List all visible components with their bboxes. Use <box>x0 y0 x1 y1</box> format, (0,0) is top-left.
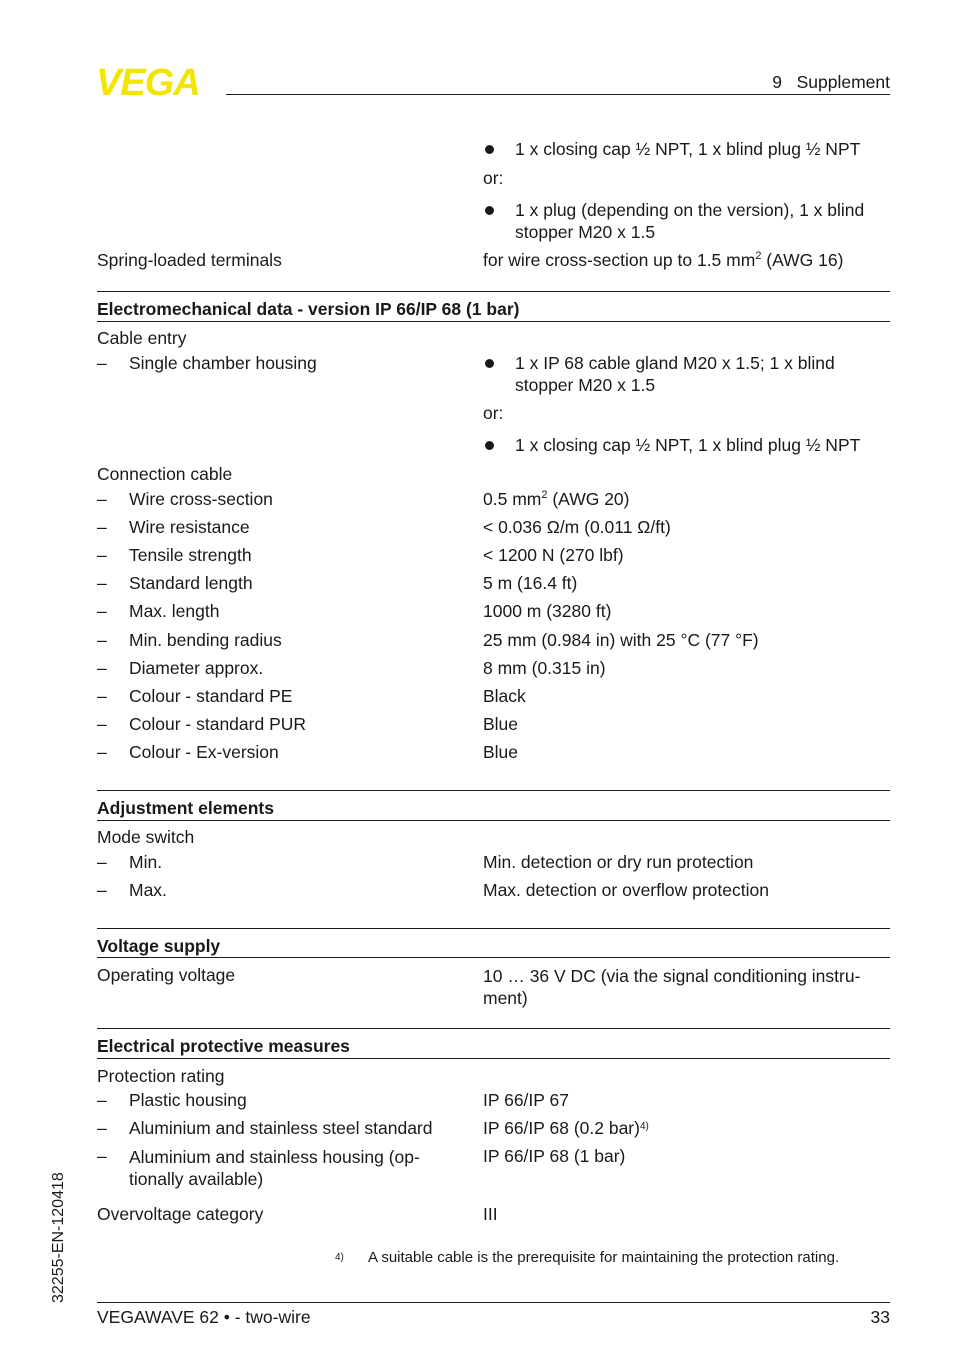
spec-row-value: < 1200 N (270 lbf) <box>483 545 624 565</box>
cable-entry-label: Cable entry <box>97 328 187 348</box>
spec-row-label: Standard length <box>129 573 253 593</box>
logo-text: VEGA <box>96 64 200 98</box>
dash: – <box>97 1090 107 1110</box>
bullet-dot <box>485 359 494 368</box>
spec-row-label: Colour - standard PE <box>129 686 293 706</box>
section-rule-bottom <box>97 820 890 821</box>
section-rule-top <box>97 291 890 292</box>
spec-row-value: 25 mm (0.984 in) with 25 °C (77 °F) <box>483 630 759 650</box>
spec-row-label: Colour - standard PUR <box>129 714 307 734</box>
section-rule-bottom <box>97 957 890 958</box>
single-chamber-label: Single chamber housing <box>129 353 317 373</box>
section-rule-bottom <box>97 321 890 322</box>
alu-standard-label: Aluminium and stainless steel standard <box>129 1118 433 1138</box>
electromech-bullet-1: 1 x IP 68 cable gland M20 x 1.5; 1 x blind stopper M20 x 1.5 <box>515 353 835 395</box>
operating-voltage-value: 10 … 36 V DC (via the signal conditioning instru-ment) <box>483 966 861 1008</box>
section-rule-top <box>97 790 890 791</box>
cable-entry-bullet-2: 1 x plug (depending on the version), 1 x blind stopper M20 x 1.5 <box>515 200 865 242</box>
spec-row-value: 5 m (16.4 ft) <box>483 573 578 593</box>
bullet-dot <box>485 145 494 154</box>
spec-row-label: Wire resistance <box>129 517 250 537</box>
bullet-dot <box>485 206 494 215</box>
alu-optional-value: IP 66/IP 68 (1 bar) <box>483 1146 626 1166</box>
cable-entry-bullet-1: 1 x closing cap ½ NPT, 1 x blind plug ½ NPT <box>515 139 861 159</box>
page-number: 33 <box>870 1307 890 1327</box>
footer-product: VEGAWAVE 62 • - two-wire <box>97 1307 311 1327</box>
footnote-mark: 4) <box>335 1252 344 1263</box>
dash: – <box>97 601 107 621</box>
header-rule <box>226 94 890 95</box>
wire-cs-label: Wire cross-section <box>129 489 273 509</box>
or-text: or: <box>483 168 504 188</box>
dash: – <box>97 573 107 593</box>
dash: – <box>97 852 107 872</box>
spec-row-label: Min. bending radius <box>129 630 282 650</box>
dash: – <box>97 742 107 762</box>
overvoltage-value: III <box>483 1204 498 1224</box>
or-text: or: <box>483 403 504 423</box>
document-code: 32255-EN-120418 <box>50 1172 67 1303</box>
spec-row-value: < 0.036 Ω/m (0.011 Ω/ft) <box>483 517 671 537</box>
adjustment-title: Adjustment elements <box>97 798 274 818</box>
section-rule-top <box>97 1028 890 1029</box>
terminals-value: for wire cross-section up to 1.5 $mm^2$ (AWG 16) <box>483 250 844 270</box>
protective-title: Electrical protective measures <box>97 1036 350 1056</box>
spec-row-value: Blue <box>483 714 519 734</box>
dash: – <box>97 714 107 734</box>
section-rule-bottom <box>97 1058 890 1059</box>
spec-row-value: Black <box>483 686 526 706</box>
wire-cs-value: 0.5 $mm^2$ (AWG 20) <box>483 489 630 509</box>
max-label: Max. <box>129 880 167 900</box>
electromech-bullet-2: 1 x closing cap ½ NPT, 1 x blind plug ½ NPT <box>515 435 861 455</box>
footnote-text: A suitable cable is the prerequisite for maintaining the protection rating. <box>368 1249 840 1266</box>
alu-optional-label: Aluminium and stainless housing (op-tionally available) <box>129 1147 420 1189</box>
min-label: Min. <box>129 852 163 872</box>
mode-switch-label: Mode switch <box>97 827 195 847</box>
footnote-ref: 4) <box>639 1121 649 1132</box>
operating-voltage-label: Operating voltage <box>97 965 236 985</box>
alu-standard-value: IP 66/IP 68 (0.2 bar)$^{4)}$ <box>483 1118 649 1138</box>
max-value: Max. detection or overflow protection <box>483 880 769 900</box>
section-rule-top <box>97 928 890 929</box>
dash: – <box>97 658 107 678</box>
plastic-housing-value: IP 66/IP 67 <box>483 1090 569 1110</box>
spec-row-label: Max. length <box>129 601 220 621</box>
spec-row-label: Tensile strength <box>129 545 252 565</box>
dash: – <box>97 545 107 565</box>
dash: – <box>97 489 107 509</box>
spec-row-label: Diameter approx. <box>129 658 264 678</box>
dash: – <box>97 1146 107 1166</box>
dash: – <box>97 517 107 537</box>
terminals-label: Spring-loaded terminals <box>97 250 282 270</box>
dash: – <box>97 880 107 900</box>
dash: – <box>97 630 107 650</box>
spec-row-label: Colour - Ex-version <box>129 742 279 762</box>
spec-row-value: Blue <box>483 742 519 762</box>
bullet-dot <box>485 441 494 450</box>
plastic-housing-label: Plastic housing <box>129 1090 247 1110</box>
dash: – <box>97 1118 107 1138</box>
protection-rating-label: Protection rating <box>97 1066 225 1086</box>
spec-row-value: 1000 m (3280 ft) <box>483 601 612 621</box>
dash: – <box>97 353 107 373</box>
connection-cable-label: Connection cable <box>97 464 233 484</box>
dash: – <box>97 686 107 706</box>
header-section: 9 Supplement <box>772 72 890 92</box>
electromech-title: Electromechanical data - version IP 66/IP 68 (1 bar) <box>97 299 520 319</box>
vega-logo <box>96 64 220 98</box>
min-value: Min. detection or dry run protection <box>483 852 754 872</box>
voltage-title: Voltage supply <box>97 936 221 956</box>
overvoltage-label: Overvoltage category <box>97 1204 264 1224</box>
footer-rule <box>97 1302 890 1303</box>
spec-row-value: 8 mm (0.315 in) <box>483 658 606 678</box>
